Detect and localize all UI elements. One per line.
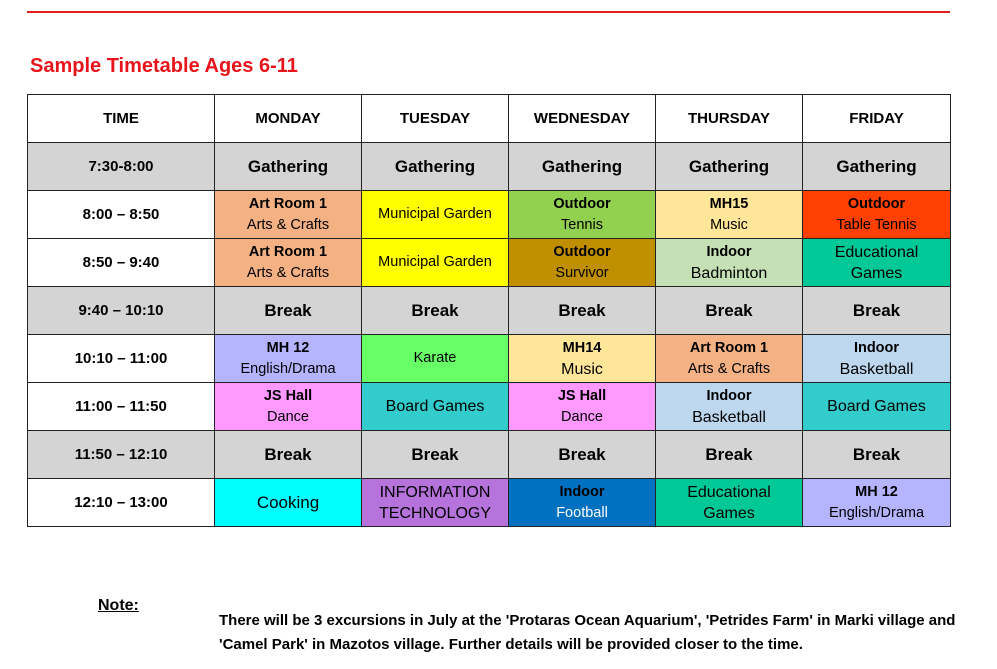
- activity-line-1: Karate: [413, 350, 457, 366]
- slot-cell-common: Gathering: [656, 143, 803, 191]
- time-cell: 7:30-8:00: [28, 143, 215, 191]
- activity-cell: [215, 383, 362, 431]
- activity-line-1: Art Room 1: [248, 243, 328, 260]
- activity-line-2: Tennis: [561, 216, 603, 233]
- activity-cell: [215, 191, 362, 239]
- activity-cell: [803, 383, 951, 431]
- activity-line-1: Board Games: [385, 398, 485, 415]
- activity-cell: [509, 383, 656, 431]
- activity-cell: [509, 479, 656, 527]
- activity-line-2: Survivor: [555, 264, 609, 281]
- slot-cell-common: Gathering: [362, 143, 509, 191]
- header-wednesday: WEDNESDAY: [509, 95, 656, 143]
- activity-cell: [656, 383, 803, 431]
- activity-cell: [803, 335, 951, 383]
- activity-line-1: Educational: [687, 483, 771, 501]
- activity-line-2: Arts & Crafts: [687, 360, 771, 377]
- time-cell: 9:40 – 10:10: [28, 287, 215, 335]
- activity-line-1: Outdoor: [847, 195, 906, 212]
- activity-line-1: Indoor: [853, 339, 900, 356]
- activity-line-1: MH15: [709, 195, 749, 212]
- activity-cell: [656, 479, 803, 527]
- time-cell: 10:10 – 11:00: [28, 335, 215, 383]
- activity-cell: [362, 191, 509, 239]
- activity-line-2: Games: [850, 264, 903, 282]
- activity-cell: [803, 191, 951, 239]
- slot-cell-common: Break: [803, 431, 951, 479]
- activity-line-2: Basketball: [839, 360, 914, 378]
- activity-line-1: Outdoor: [553, 195, 611, 212]
- slot-cell-common: Gathering: [509, 143, 656, 191]
- activity-line-1: Indoor: [706, 243, 752, 260]
- note-label: Note:: [98, 597, 139, 614]
- activity-line-1: INFORMATION: [379, 483, 491, 501]
- activity-line-1: Indoor: [706, 387, 752, 404]
- timetable-row: [28, 431, 951, 479]
- activity-cell: [362, 239, 509, 287]
- activity-cell: [656, 191, 803, 239]
- header-tuesday: TUESDAY: [362, 95, 509, 143]
- slot-cell-common: Gathering: [803, 143, 951, 191]
- activity-line-2: Basketball: [692, 408, 766, 426]
- activity-cell: [215, 479, 362, 527]
- activity-line-1: MH 12: [266, 339, 310, 356]
- activity-cell: [803, 239, 951, 287]
- activity-line-1: JS Hall: [557, 387, 607, 404]
- activity-cell: [215, 335, 362, 383]
- time-cell: 11:50 – 12:10: [28, 431, 215, 479]
- activity-cell: [656, 239, 803, 287]
- time-cell: 8:50 – 9:40: [28, 239, 215, 287]
- activity-cell: [509, 335, 656, 383]
- activity-line-2: English/Drama: [240, 360, 336, 377]
- activity-cell: [656, 335, 803, 383]
- slot-cell-common: Break: [362, 431, 509, 479]
- slot-cell-common: Break: [509, 431, 656, 479]
- note-text: There will be 3 excursions in July at the 'Protaras Ocean Aquarium', 'Petrides Farm' in Marki village and 'Camel Park' in Mazotos village. Further details will be provided closer to the time.: [219, 612, 956, 653]
- activity-line-1: Municipal Garden: [378, 254, 492, 270]
- page-title: Sample Timetable Ages 6-11: [30, 55, 298, 77]
- activity-cell: [509, 239, 656, 287]
- time-cell: 8:00 – 8:50: [28, 191, 215, 239]
- activity-cell: [215, 239, 362, 287]
- activity-line-2: Arts & Crafts: [246, 216, 330, 233]
- activity-line-2: Badminton: [690, 264, 768, 282]
- header-monday: MONDAY: [215, 95, 362, 143]
- timetable: [27, 94, 951, 527]
- activity-line-1: Educational: [834, 243, 919, 261]
- header-row: [28, 95, 951, 143]
- activity-line-2: Music: [710, 216, 748, 233]
- activity-line-2: Games: [703, 504, 755, 522]
- activity-line-1: Outdoor: [553, 243, 611, 260]
- timetable-row: [28, 191, 951, 239]
- timetable-row: [28, 287, 951, 335]
- slot-cell-common: Break: [362, 287, 509, 335]
- activity-line-2: Music: [561, 360, 603, 378]
- timetable-row: [28, 239, 951, 287]
- timetable-row: [28, 143, 951, 191]
- activity-line-2: Dance: [267, 408, 309, 425]
- activity-line-1: Municipal Garden: [378, 206, 492, 222]
- activity-line-2: TECHNOLOGY: [378, 504, 491, 522]
- timetable-row: [28, 479, 951, 527]
- activity-line-1: MH14: [562, 339, 602, 356]
- header-thursday: THURSDAY: [656, 95, 803, 143]
- timetable-row: [28, 383, 951, 431]
- slot-cell-common: Break: [656, 287, 803, 335]
- activity-line-1: MH 12: [855, 483, 898, 500]
- activity-line-2: English/Drama: [828, 504, 925, 521]
- top-rule: [27, 11, 950, 13]
- activity-line-1: JS Hall: [263, 387, 313, 404]
- activity-cell: [362, 335, 509, 383]
- activity-line-2: Dance: [561, 408, 603, 425]
- activity-cell: [362, 383, 509, 431]
- slot-cell-common: Break: [656, 431, 803, 479]
- timetable-row: [28, 335, 951, 383]
- slot-cell-common: Break: [215, 287, 362, 335]
- activity-cell: [509, 191, 656, 239]
- activity-line-1: Art Room 1: [689, 339, 769, 356]
- activity-line-2: Table Tennis: [836, 216, 917, 233]
- time-cell: 11:00 – 11:50: [28, 383, 215, 431]
- activity-cell: [803, 479, 951, 527]
- slot-cell-common: Break: [803, 287, 951, 335]
- time-cell: 12:10 – 13:00: [28, 479, 215, 527]
- activity-line-1: Art Room 1: [248, 195, 328, 212]
- header-friday: FRIDAY: [803, 95, 951, 143]
- activity-line-1: Cooking: [256, 493, 320, 512]
- header-time: TIME: [28, 95, 215, 143]
- activity-line-2: Arts & Crafts: [246, 264, 330, 281]
- slot-cell-common: Gathering: [215, 143, 362, 191]
- activity-line-1: Board Games: [827, 398, 926, 415]
- activity-line-2: Football: [556, 504, 608, 521]
- activity-cell: [362, 479, 509, 527]
- activity-line-1: Indoor: [559, 483, 605, 500]
- slot-cell-common: Break: [509, 287, 656, 335]
- slot-cell-common: Break: [215, 431, 362, 479]
